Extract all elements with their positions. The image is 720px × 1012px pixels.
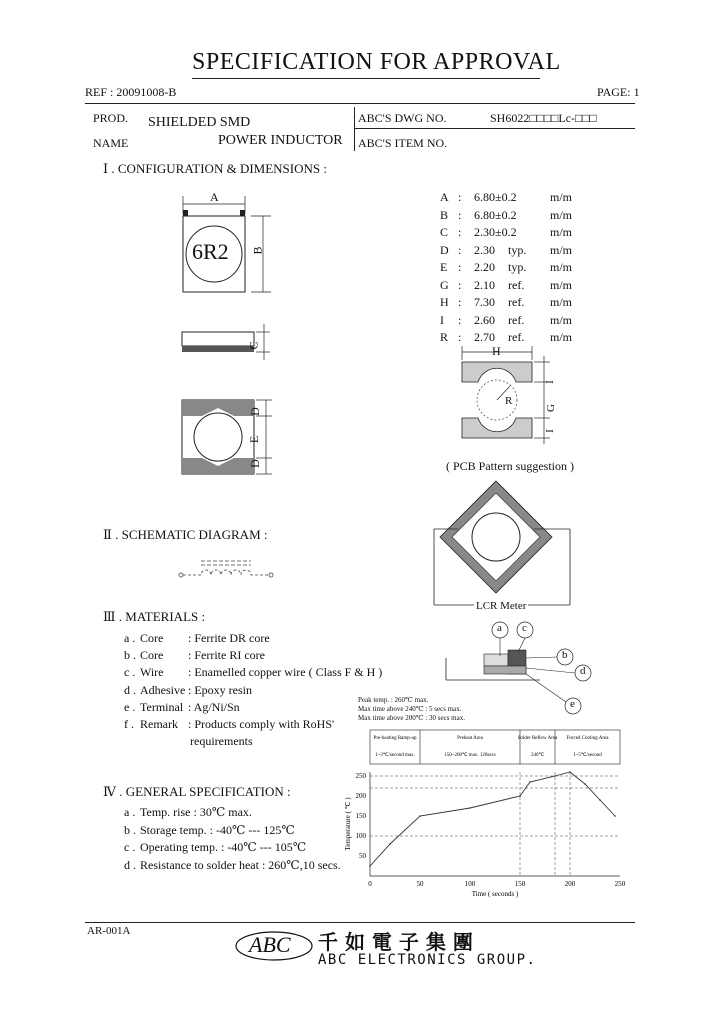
bottom-view-drawing bbox=[180, 398, 280, 478]
material-value: : Ferrite RI core bbox=[188, 648, 265, 663]
spec-letter: d . bbox=[124, 857, 136, 872]
y-tick-label: 200 bbox=[355, 792, 366, 800]
x-tick-label: 100 bbox=[464, 880, 476, 888]
material-name: Terminal bbox=[140, 699, 184, 714]
dimension-sep: : bbox=[458, 330, 462, 344]
zone-note: 240℃ bbox=[530, 753, 545, 758]
profile-point bbox=[569, 771, 571, 773]
section1-heading: Ⅰ . CONFIGURATION & DIMENSIONS : bbox=[103, 161, 327, 176]
company-name-en: ABC ELECTRONICS GROUP. bbox=[318, 952, 537, 968]
dimension-unit: m/m bbox=[550, 277, 573, 292]
header-mid-rule bbox=[354, 128, 635, 129]
material-value: : Ferrite DR core bbox=[188, 631, 270, 645]
zone-label: Pre-heating Ramp-up bbox=[373, 736, 417, 741]
profile-point bbox=[519, 795, 521, 797]
pcb-label-h: H bbox=[492, 344, 501, 358]
zone-note: 1~3℃/second max. bbox=[375, 753, 415, 758]
material-letter: d . bbox=[124, 682, 136, 697]
section3-heading: Ⅲ . MATERIALS : bbox=[103, 609, 206, 624]
header-divider bbox=[354, 107, 355, 151]
page-title: SPECIFICATION FOR APPROVAL bbox=[192, 49, 561, 75]
dwg-label: ABC'S DWG NO. bbox=[358, 111, 447, 125]
ref-number: REF : 20091008-B bbox=[85, 85, 177, 99]
dimension-value: 2.10 bbox=[474, 277, 495, 292]
dimension-sep: : bbox=[458, 242, 462, 257]
profile-point bbox=[614, 815, 616, 817]
chart-note-0: Peak temp. : 260℃ max. bbox=[358, 696, 429, 704]
dimension-key: G bbox=[440, 277, 449, 292]
zone-note: 150~200℃ max. 120secs bbox=[444, 753, 496, 758]
dimension-type: ref. bbox=[508, 330, 525, 344]
item-label: ABC'S ITEM NO. bbox=[358, 136, 448, 150]
schematic-inductor-symbol bbox=[175, 557, 285, 587]
x-tick-label: 50 bbox=[416, 880, 424, 888]
y-tick-label: 150 bbox=[355, 812, 366, 820]
footer-rule bbox=[85, 922, 635, 923]
reflow-profile-line bbox=[370, 772, 615, 866]
dimension-value: 2.30 bbox=[474, 242, 495, 257]
dimension-key: D bbox=[440, 242, 449, 257]
zone-note: 1~5℃/second bbox=[573, 753, 602, 758]
prod-value: SHIELDED SMD bbox=[148, 115, 251, 130]
dimension-key: B bbox=[440, 207, 449, 222]
material-name: Wire bbox=[140, 665, 164, 680]
dimension-type: typ. bbox=[508, 260, 527, 274]
material-value: : Enamelled copper wire ( Class F & H ) bbox=[188, 665, 383, 680]
dimension-sep: : bbox=[458, 190, 462, 204]
dimension-sep: : bbox=[458, 225, 462, 239]
dimension-key: I bbox=[440, 312, 444, 327]
profile-point bbox=[389, 843, 391, 845]
logo-text: ABC bbox=[249, 932, 291, 957]
dimension-key: R bbox=[440, 330, 449, 344]
dimension-type: ref. bbox=[508, 277, 525, 292]
material-value: : Epoxy resin bbox=[188, 682, 252, 697]
material-letter: c . bbox=[124, 665, 136, 680]
profile-point bbox=[599, 799, 601, 801]
part-marking: 6R2 bbox=[192, 239, 229, 264]
zone-label: Solder Reflow Area bbox=[517, 736, 558, 741]
lcr-meter-label: LCR Meter bbox=[476, 600, 527, 612]
dimension-key: C bbox=[440, 225, 449, 239]
dimension-value: 6.80±0.2 bbox=[474, 207, 517, 222]
material-name: Adhesive bbox=[140, 682, 186, 697]
pcb-label-g: G bbox=[544, 404, 557, 412]
dimension-sep: : bbox=[458, 277, 462, 292]
prod-label: PROD. bbox=[93, 111, 129, 125]
material-letter: e . bbox=[124, 699, 136, 714]
pcb-caption: ( PCB Pattern suggestion ) bbox=[446, 459, 574, 473]
chart-note-1: Max time above 240℃ : 5 secs max. bbox=[358, 705, 462, 713]
profile-point bbox=[529, 781, 531, 783]
callout-d: d bbox=[580, 665, 586, 677]
material-value: : Products comply with RoHS' bbox=[188, 717, 335, 731]
dim-label-d2: D bbox=[247, 459, 262, 468]
company-name-cn: 千 如 電 子 集 團 bbox=[318, 930, 473, 954]
spec-letter: a . bbox=[124, 805, 136, 819]
dimension-sep: : bbox=[458, 312, 462, 327]
dimension-type: typ. bbox=[508, 242, 527, 257]
dim-label-b: B bbox=[250, 246, 265, 255]
material-name: Core bbox=[140, 648, 164, 663]
y-tick-label: 50 bbox=[359, 852, 366, 860]
spec-text: Operating temp. : -40℃ --- 105℃ bbox=[140, 840, 307, 854]
dimension-value: 7.30 bbox=[474, 295, 495, 309]
dimension-value: 2.70 bbox=[474, 330, 495, 344]
callout-a: a bbox=[497, 622, 502, 634]
profile-point bbox=[554, 775, 556, 777]
y-tick-label: 250 bbox=[355, 772, 366, 780]
name-label: NAME bbox=[93, 136, 129, 150]
profile-point bbox=[469, 807, 471, 809]
profile-point bbox=[419, 815, 421, 817]
dimension-type: ref. bbox=[508, 312, 525, 327]
spec-text: Resistance to solder heat : 260℃,10 secs. bbox=[140, 857, 341, 872]
dimension-unit: m/m bbox=[550, 207, 573, 222]
form-number: AR-001A bbox=[87, 925, 131, 937]
x-tick-label: 0 bbox=[368, 880, 372, 888]
dimension-unit: m/m bbox=[550, 330, 573, 344]
dim-label-e: E bbox=[247, 435, 262, 444]
callout-e: e bbox=[570, 698, 575, 710]
dim-label-a: A bbox=[210, 190, 219, 204]
spec-letter: c . bbox=[124, 840, 136, 854]
material-name: Core bbox=[140, 631, 164, 645]
pcb-label-i1: I bbox=[543, 380, 556, 384]
dimension-value: 6.80±0.2 bbox=[474, 190, 517, 204]
construction-cross-section bbox=[440, 618, 600, 718]
dimension-key: E bbox=[440, 260, 448, 274]
page-number: PAGE: 1 bbox=[597, 85, 640, 99]
dimension-value: 2.30±0.2 bbox=[474, 225, 517, 239]
material-letter: f . bbox=[124, 717, 134, 731]
dimension-key: A bbox=[440, 190, 449, 204]
material-letter: a . bbox=[124, 631, 136, 645]
material-letter: b . bbox=[124, 648, 136, 663]
dimension-unit: m/m bbox=[550, 312, 573, 327]
material-extra: requirements bbox=[190, 734, 253, 748]
lcr-test-diagram bbox=[430, 475, 580, 615]
dimension-unit: m/m bbox=[550, 260, 573, 274]
dimension-sep: : bbox=[458, 260, 462, 274]
spec-text: Storage temp. : -40℃ --- 125℃ bbox=[140, 822, 295, 837]
callout-b: b bbox=[562, 649, 568, 661]
dimension-key: H bbox=[440, 295, 449, 309]
dwg-value: SH6022□□□□Lc-□□□ bbox=[490, 111, 597, 125]
profile-point bbox=[584, 783, 586, 785]
dim-label-c: C bbox=[246, 341, 261, 350]
section2-heading: Ⅱ . SCHEMATIC DIAGRAM : bbox=[103, 527, 268, 542]
pcb-label-i2: I bbox=[543, 429, 556, 433]
chart-note-2: Max time above 200℃ : 30 secs max. bbox=[358, 714, 465, 722]
zone-label: Preheat Area bbox=[457, 736, 483, 741]
side-view-drawing bbox=[180, 320, 280, 370]
dimension-value: 2.60 bbox=[474, 312, 495, 327]
reflow-profile-chart bbox=[340, 726, 630, 916]
dimension-unit: m/m bbox=[550, 190, 573, 204]
dimension-unit: m/m bbox=[550, 242, 573, 257]
material-name: Remark bbox=[140, 717, 178, 731]
y-axis-label: Temperature ( ℃ ) bbox=[344, 797, 352, 851]
dimension-sep: : bbox=[458, 295, 462, 309]
x-tick-label: 200 bbox=[564, 880, 576, 888]
material-value: : Ag/Ni/Sn bbox=[188, 699, 240, 714]
title-underline bbox=[192, 78, 540, 79]
dimension-value: 2.20 bbox=[474, 260, 495, 274]
name-value: POWER INDUCTOR bbox=[218, 133, 343, 148]
dimension-type: ref. bbox=[508, 295, 525, 309]
dim-label-d1: D bbox=[247, 407, 262, 416]
section4-heading: Ⅳ . GENERAL SPECIFICATION : bbox=[103, 784, 291, 799]
pcb-label-r: R bbox=[505, 395, 513, 407]
dimension-unit: m/m bbox=[550, 295, 573, 309]
dimension-sep: : bbox=[458, 207, 462, 222]
y-tick-label: 100 bbox=[355, 832, 366, 840]
header-rule bbox=[85, 103, 635, 104]
dimension-unit: m/m bbox=[550, 225, 573, 239]
spec-text: Temp. rise : 30℃ max. bbox=[140, 805, 252, 819]
callout-c: c bbox=[522, 622, 527, 634]
profile-point bbox=[369, 865, 371, 867]
zone-label: Forced Cooling Area bbox=[566, 736, 609, 741]
x-axis-label: Time ( seconds ) bbox=[471, 890, 519, 898]
x-tick-label: 150 bbox=[514, 880, 526, 888]
x-tick-label: 250 bbox=[614, 880, 626, 888]
spec-letter: b . bbox=[124, 822, 136, 837]
